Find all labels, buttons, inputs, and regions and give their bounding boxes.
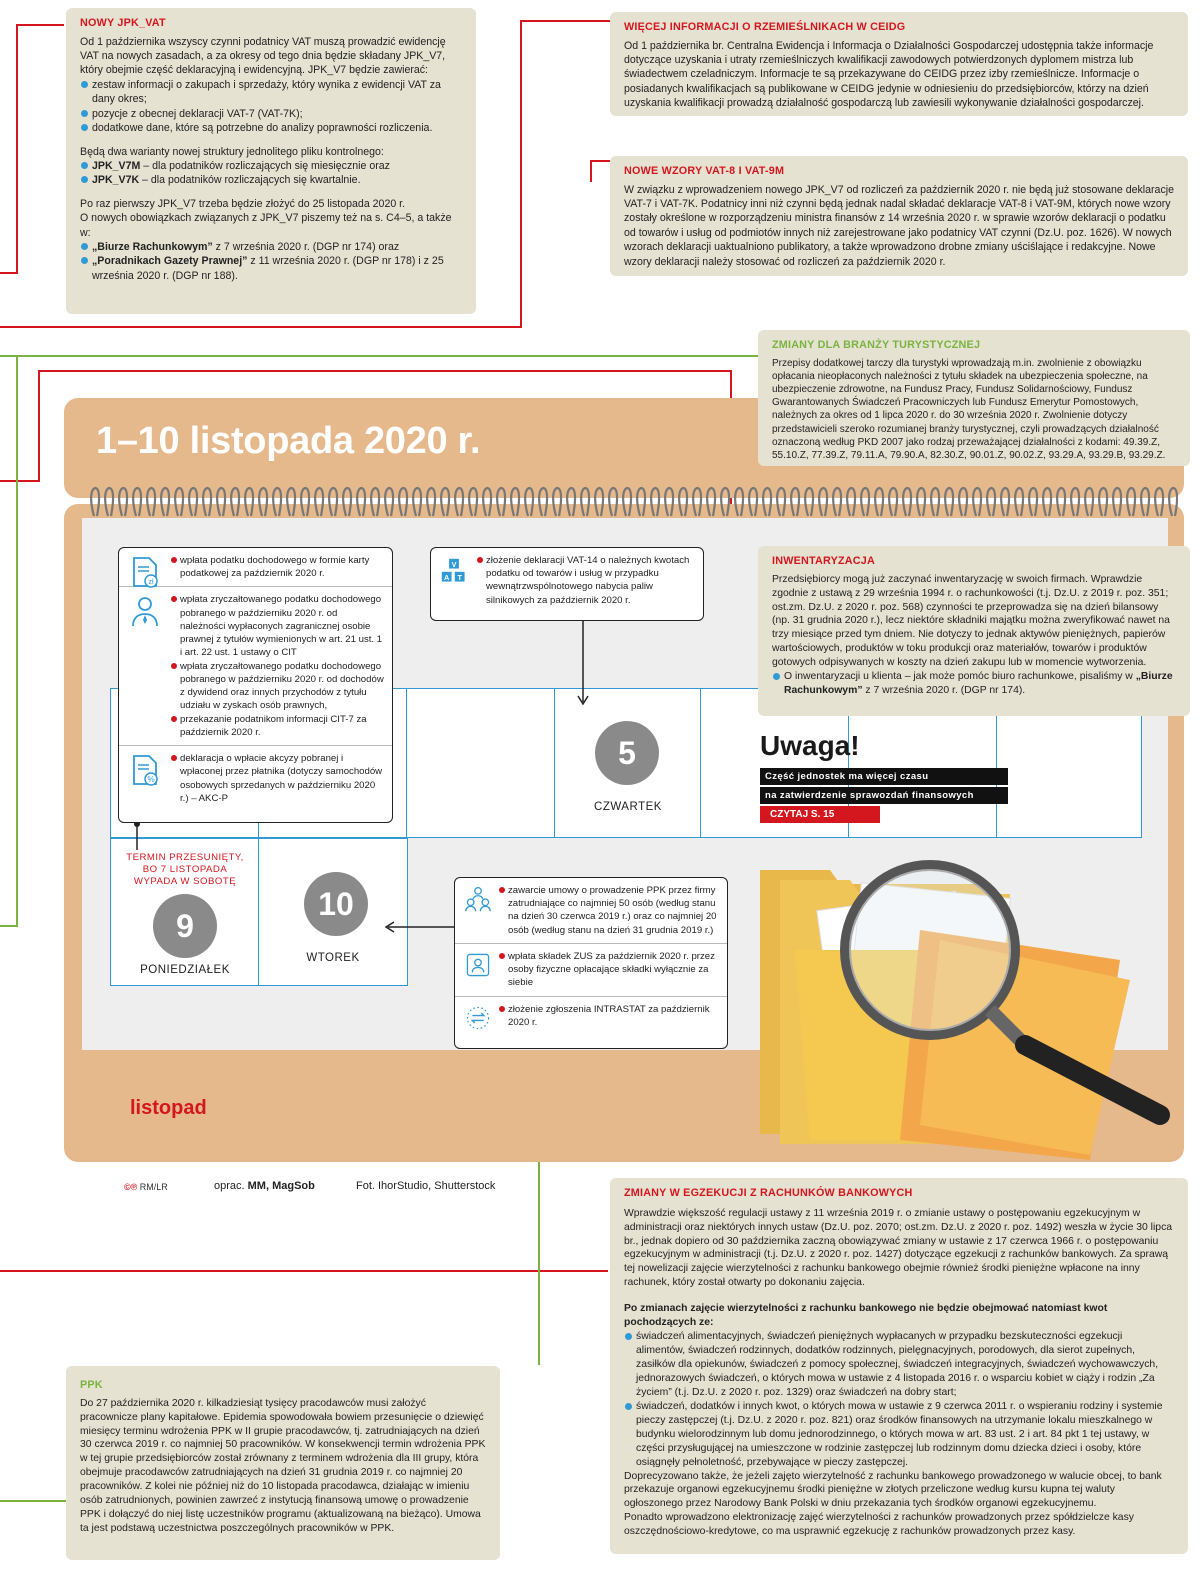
event-item xyxy=(455,944,727,997)
day-number: 9 xyxy=(153,894,217,958)
svg-text:A: A xyxy=(444,572,450,582)
event-item xyxy=(455,997,727,1035)
connector-line xyxy=(0,326,522,328)
uwaga-title: Uwaga! xyxy=(760,730,860,761)
connector-line xyxy=(16,24,18,272)
arrow-to-day9 xyxy=(130,820,144,856)
event-item xyxy=(119,548,392,587)
connector-line xyxy=(0,480,40,482)
connector-line xyxy=(0,272,18,274)
jpk-bullet: dodatkowe dane, które są potrzebne do analizy poprawności rozliczenia. xyxy=(80,121,462,135)
id-card-icon xyxy=(465,952,491,978)
enforcement-text: Ponadto wprowadzono elektronizację zajęć wierzytelności z rachunków prowadzonych przez spółdzielcze kasy oszczędnościowo-kredytowe, co ma usprawnić egzekucję z rachunków prowadzonych przez kasy. xyxy=(624,1512,1134,1538)
calendar-day-cell xyxy=(406,688,556,838)
eu-exchange-icon xyxy=(465,1005,491,1031)
day-name: PONIEDZIAŁEK xyxy=(140,964,230,976)
credits: oprac. MM, MagSob xyxy=(214,1180,315,1192)
event-text: złożenie deklaracji VAT-14 o należnych kwotach podatku od towarów i usług w przypadku wewnątrzwspólnotowego nabycia paliw silnikowych za październik 2020 r. xyxy=(477,554,695,607)
event-text: zawarcie umowy o prowadzenie PPK przez firmy zatrudniające co najmniej 50 osób (według stanu na dzień 30 czerwca 2019 r.) oraz co najmniej 20 osób (według stanu na dzień 31 grudnia 2019 r.) xyxy=(499,884,719,937)
folders-magnifier-image xyxy=(740,840,1180,1160)
enforcement-text: Doprecyzowano także, że jeżeli zajęto wierzytelność z rachunku bankowego prowadzonego w walucie obcej, to bank przekazuje organowi egzekucyjnemu środki pieniężne w złotych przeliczone według kursu kupna tej waluty ogłoszonego przez Narodowy Bank Polski w dniu przekazania tych środków organowi egzekucyjnemu. xyxy=(624,1470,1162,1510)
connector-line xyxy=(0,1270,608,1272)
vat-blocks-icon xyxy=(441,558,467,584)
connector-line xyxy=(0,355,760,357)
event-item xyxy=(455,878,727,944)
inventory-reference: O inwentaryzacji u klienta – jak może pomóc biuro rachunkowe, pisaliśmy w „Biurze Rachunkowym” z 7 września 2020 r. (DGP nr 174). xyxy=(772,670,1176,698)
connector-line xyxy=(16,24,64,26)
day-name: WTOREK xyxy=(306,952,360,964)
connector-line xyxy=(38,370,40,482)
ppk-text: Do 27 października 2020 r. kilkadziesiąt tysięcy pracodawców musi założyć pracownicze plany kapitałowe. Epidemia spowodowała bowiem przesunięcie o dziewięć miesięcy terminu wdrożenia PPK w II grupie pracodawców, tj. zatrudniających na dzień 30 czerwca 2019 r. co najmniej 50 pracowników. W konsekwencji termin wdrożenia PPK w tej grupie przedsiębiorców został zrównany z terminem wdrożenia dla III grupy, która obejmuje pracodawców zatrudniających na dzień 31 grudnia 2019 r. co najmniej 20 pracowników. Z kolei nie później niż do 10 listopada pracodawca, działając w imieniu osób zatrudnionych, powinien zawrzeć z instytucją finansową umowę o prowadzenie PPK i dołączyć do niej listę uczestników programu (aktualizowaną na bieżąco). Umowa ta jest podstawą uczestnictwa poszczególnych pracowników w PPK. xyxy=(80,1397,486,1535)
arrow-to-day10 xyxy=(384,920,456,934)
enforcement-bullet: świadczeń alimentacyjnych, świadczeń pieniężnych wypłacanych w przypadku bezskuteczności egzekucji alimentów, świadczeń rodzinnych, dodatków rodzinnych, pielęgnacyjnych, porodowych, dla sierot zupełnych, zasiłków dla opiekunów, świadczeń z pomocy społecznej, świadczeń integracyjnych, świadczeń wychowawczych, jednorazowych świadczeń, o których mowa w ustawie z 4 listopada 2016 r. o wsparciu kobiet w ciąży i rodzin „Za życiem” (t.j. Dz.U. z 2020 r. poz. 1329) oraz świadczeń na dobry start; xyxy=(624,1330,1174,1400)
enforcement-subheading: Po zmianach zajęcie wierzytelności z rachunku bankowego nie będzie obejmować natomiast kwot pochodzących ze: xyxy=(624,1303,1108,1329)
event-item xyxy=(119,587,392,746)
inventory-title: INWENTARYZACJA xyxy=(772,555,875,567)
event-text: deklaracja o wpłacie akcyzy pobranej i wpłaconej przez płatnika (dotyczy samochodów osobowych sprzedanych w październiku 2020 r.) – AKC-P xyxy=(171,752,384,805)
event-item xyxy=(119,746,392,811)
inventory-text: Przedsiębiorcy mogą już zaczynać inwentaryzację w swoich firmach. Wprawdzie zgodnie z ustawą z 29 września 1994 r. o rachunkowości (t.j. Dz.U. z 2019 r. poz. 351; ost.zm. Dz.U. z 2020 r. poz. 568) czynności te przeprowadza się na dzień bilansowy (np. 31 grudnia 2020 r.), lecz niektóre składniki majątku można zweryfikować nawet na trzy miesiące przed tym dniem. Nie dotyczy to jednak aktywów pieniężnych, papierów wartościowych, produktów w toku produkcji oraz materiałów, towarów i produktów gotowych odpisywanych w koszty na dzień zakupu lub w momencie wytworzenia. xyxy=(772,573,1170,669)
events-box-day-5 xyxy=(430,547,704,621)
events-box-day-10 xyxy=(454,877,728,1049)
ceidg-box xyxy=(610,12,1188,116)
ceidg-title: WIĘCEJ INFORMACJI O RZEMIEŚLNIKACH W CEIDG xyxy=(624,21,906,33)
event-text: przekazanie podatnikom informacji CIT-7 za październik 2020 r. xyxy=(171,713,384,739)
document-zl-icon xyxy=(129,556,161,588)
vat8-title: NOWE WZORY VAT-8 I VAT-9M xyxy=(624,165,785,177)
uwaga-line: Część jednostek ma więcej czasu xyxy=(760,768,1008,785)
event-text: wpłata zryczałtowanego podatku dochodowego pobranego w październiku 2020 r. od należności wypłaconych zagranicznej osobie prawnej z tytułów wymienionych w art. 21 ust. 1 i art. 22 ust. 1 ustawy o CIT xyxy=(171,593,384,659)
tourism-title: ZMIANY DLA BRANŻY TURYSTYCZNEJ xyxy=(772,339,981,351)
jpk-paragraph: Od 1 października wszyscy czynni podatnicy VAT muszą prowadzić ewidencję VAT na nowych zasadach, a za okresy od tego dnia będzie składany JPK_V7, który obejmie część deklaracyjną i ewidencyjną. JPK_V7 będzie zawierać: xyxy=(80,35,446,77)
event-text: wpłata podatku dochodowego w formie karty podatkowej za październik 2020 r. xyxy=(171,554,384,580)
enforcement-text: Wprawdzie większość regulacji ustawy z 11 września 2019 r. o zmianie ustawy o postępowaniu egzekucyjnym w administracji oraz niektórych innych ustaw (Dz.U. poz. 2070; ost.zm. Dz.U. z 2020 r. poz. 1492) weszła w życie 30 lipca br., jednak dopiero od 30 października zaczną obowiązywać zmiany w ustawie z 17 czerwca 1966 r. o postępowaniu egzekucyjnym w administracji (t.j. Dz.U. z 2020 r. poz. 1427) dotyczące egzekucji z rachunków bankowych. Za sprawą tej nowelizacji zajęcie wierzytelności z rachunku bankowego obejmie również środki pieniężne wpłacone na inny rachunek, który został otwarty po dokonaniu zajęcia. xyxy=(624,1207,1173,1289)
svg-text:%: % xyxy=(147,775,155,785)
day-number: 5 xyxy=(595,721,659,785)
document-percent-icon xyxy=(129,754,161,786)
logo: ©℗ RM/LR xyxy=(124,1182,168,1192)
vat8-text: W związku z wprowadzeniem nowego JPK_V7 od rozliczeń za październik 2020 r. nie będą już stosowane deklaracje VAT-7 i VAT-7K. Podatnicy inni niż czynni będą jednak nadal składać deklaracje VAT-8 i VAT-9M, których nowe wzory zostały określone w rozporządzeniu ministra finansów z 14 września 2020 r. w sprawie wzorów deklaracji o podatku od towarów i usług od podmiotów innych niż zarejestrowane jako podatnicy VAT czynni (Dz.U. poz. 1626). W nowych wzorach deklaracji uaktualniono publikatory, a także wprowadzono drobne zmiany uściślające i redakcyjne. Nowe wzory deklaracji należy stosować od rozliczeń za październik 2020 r. xyxy=(624,183,1174,268)
jpk-paragraph: Po raz pierwszy JPK_V7 trzeba będzie złożyć do 25 listopada 2020 r. xyxy=(80,197,406,210)
vat8-box xyxy=(610,156,1188,276)
connector-line xyxy=(520,20,522,328)
uwaga-link[interactable]: CZYTAJ S. 15 xyxy=(760,806,880,823)
jpk-reference: „Biurze Rachunkowym” z 7 września 2020 r. (DGP nr 174) oraz xyxy=(80,240,462,254)
connector-line xyxy=(590,160,592,182)
svg-text:V: V xyxy=(451,559,457,569)
spiral-binding xyxy=(88,484,1178,522)
event-text: wpłata składek ZUS za październik 2020 r. przez osoby fizyczne opłacające składki wyłącznie za siebie xyxy=(499,950,719,990)
people-group-icon xyxy=(465,886,491,912)
jpk-reference: „Poradnikach Gazety Prawnej” z 11 września 2020 r. (DGP nr 178) i z 25 września 2020 r. (DGP nr 188). xyxy=(80,254,462,283)
jpk-title: NOWY JPK_VAT xyxy=(80,17,166,29)
events-box-day-2 xyxy=(118,547,393,823)
jpk-bullet: zestaw informacji o zakupach i sprzedaży, który wynika z ewidencji VAT za dany okres; xyxy=(80,78,462,107)
tourism-box xyxy=(758,330,1190,466)
event-text: złożenie zgłoszenia INTRASTAT za październik 2020 r. xyxy=(499,1003,719,1029)
svg-text:zł: zł xyxy=(148,579,154,586)
connector-line xyxy=(520,20,610,22)
day-name: CZWARTEK xyxy=(594,801,662,813)
person-icon xyxy=(129,595,161,627)
inventory-box xyxy=(758,546,1190,716)
ppk-title: PPK xyxy=(80,1379,103,1391)
connector-line xyxy=(16,355,18,925)
event-text: wpłata zryczałtowanego podatku dochodowego pobranego w październiku 2020 r. od dochodów z dywidend oraz innych przychodów z tytułu udziału w zyskach osób prawnych, xyxy=(171,660,384,713)
deadline-note: TERMIN PRZESUNIĘTY, BO 7 LISTOPADA WYPADA W SOBOTĘ xyxy=(126,852,244,887)
event-item xyxy=(431,548,703,613)
jpk-paragraph: Będą dwa warianty nowej struktury jednolitego pliku kontrolnego: xyxy=(80,145,384,158)
uwaga-line: na zatwierdzenie sprawozdań finansowych xyxy=(760,787,1008,804)
jpk-vat-box xyxy=(66,8,476,314)
connector-line xyxy=(38,370,730,372)
enforcement-box xyxy=(610,1178,1188,1554)
jpk-variant: JPK_V7K – dla podatników rozliczających się kwartalnie. xyxy=(80,173,462,187)
enforcement-title: ZMIANY W EGZEKUCJI Z RACHUNKÓW BANKOWYCH xyxy=(624,1187,913,1199)
month-label: listopad xyxy=(130,1097,207,1119)
photo-credits: Fot. IhorStudio, Shutterstock xyxy=(356,1180,496,1192)
enforcement-bullet: świadczeń, dodatków i innych kwot, o których mowa w ustawie z 9 czerwca 2011 r. o wspieraniu rodziny i systemie pieczy zastępczej (t.j. Dz.U. z 2020 r. poz. 821) oraz środków finansowych na utrzymanie lokalu mieszkalnego w budynku wielorodzinnym lub domu jednorodzinnego, o których mowa w art. 83 ust. 2 i art. 84 pkt 1 tej ustawy, w części przysługującej na umieszczone w rodzinie zastępczej lub rodzinnym domu dziecka dzieci i osoby, które osiągnęły pełnoletność, przebywające w pieczy zastępczej. xyxy=(624,1400,1174,1470)
jpk-bullet: pozycje z obecnej deklaracji VAT-7 (VAT-7K); xyxy=(80,107,462,121)
connector-line xyxy=(0,925,18,927)
jpk-paragraph: O nowych obowiązkach związanych z JPK_V7 piszemy też na s. C4–5, a także w: xyxy=(80,212,452,239)
jpk-variant: JPK_V7M – dla podatników rozliczających się miesięcznie oraz xyxy=(80,159,462,173)
connector-line xyxy=(538,1160,540,1365)
calendar-title: 1–10 listopada 2020 r. xyxy=(96,420,481,462)
svg-text:T: T xyxy=(457,572,462,582)
ceidg-text: Od 1 października br. Centralna Ewidencja i Informacja o Działalności Gospodarczej udostępnia także informacje dotyczące uzyskania i utraty rzemieślniczych kwalifikacji zawodowych potwierdzonych dyplomem mistrza lub świadectwem czeladniczym. Informacje te są przekazywane do CEIDG przez izby rzemieślnicze. Informacje o posiadanych kwalifikacjach są publikowane w CEIDG jedynie w odniesieniu do przedsiębiorców, którzy na dzień uzyskania kwalifikacji prowadzą działalność gospodarczą lub zawiesili wykonywanie działalności gospodarczej. xyxy=(624,39,1154,110)
ppk-box xyxy=(66,1366,500,1560)
arrow-to-day5 xyxy=(576,620,590,710)
connector-line xyxy=(0,1500,66,1502)
day-number: 10 xyxy=(304,872,368,936)
connector-line xyxy=(590,160,610,162)
tourism-text: Przepisy dodatkowej tarczy dla turystyki wprowadzają m.in. zwolnienie z obowiązku opłacania nieopłaconych należności z tytułu składek na ubezpieczenia społeczne, na ubezpieczenie zdrowotne, na Fundusz Pracy, Fundusz Solidarnościowy, Fundusz Gwarantowanych Świadczeń Pracowniczych lub Fundusz Emerytur Pomostowych, należnych za okres od 1 lipca 2020 r. do 30 września 2020 r. Zwolnienie dotyczy przedstawicieli szeroko rozumianej branży turystycznej, czyli prowadzących działalność oznaczoną według PKD 2007 jako rodzaj przeważającej działalności z kodami: 49.39.Z, 55.10.Z, 77.39.Z, 79.11.A, 79.90.A, 82.30.Z, 90.01.Z, 90.02.Z, 93.29.A, 93.29.B, 93.29.Z. xyxy=(772,357,1166,461)
